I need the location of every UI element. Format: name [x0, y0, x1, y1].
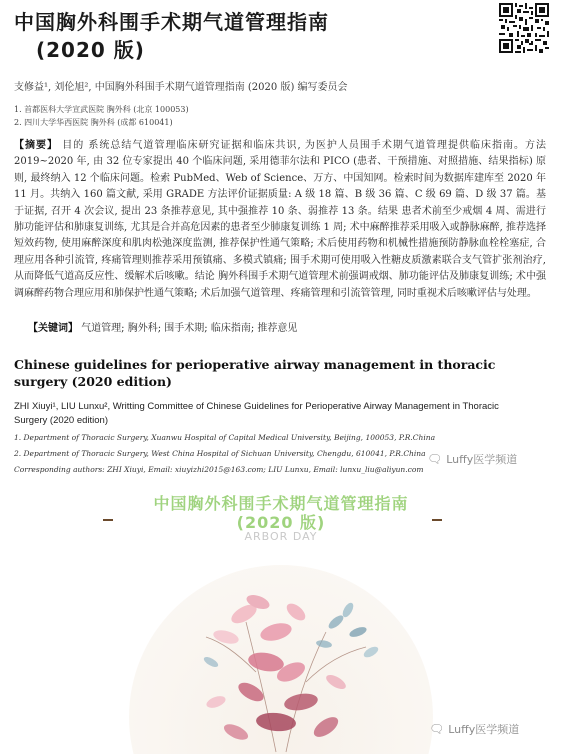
cn-title-line2: (2020 版) [36, 38, 145, 62]
author-line: 支修益¹, 刘伦旭², 中国胸外科围手术期气道管理指南 (2020 版) 编写委员会 [14, 82, 348, 93]
cn-title-line1: 中国胸外科围手术期气道管理指南 [14, 10, 329, 34]
banner-title-line2: (2020 版) [236, 513, 326, 532]
abstract [14, 138, 546, 302]
english-affiliation-2: 2. Department of Thoracic Surgery, West China Hospital of Sichuan University, Chengdu, 610041, P.R.China [14, 449, 426, 458]
english-title: Chinese guidelines for perioperative airway management in thoracic surgery (2020 edition) [14, 357, 496, 389]
abstract-text: 目的 系统总结气道管理临床研究证据和临床共识, 为医护人员围手术期气道管理提供临床指南。方法 2019~2020 年, 由 32 位专家提出 40 个临床问题, 采用德菲尔法和 PICO (患者、干预措施、对照措施、结果指标) 原则, 最终纳入 12 个临床问题。检索 PubMed、Web of Science、万方、中国知网。检索时间为数据库建库至 2020 年 11 月。共纳入 160 篇文献, 采用 GRADE 方法评价证据质量: A 级 18 篇、B 级 36 篇、C 级 69 篇、D 级 37 篇。基于证据, 召开 4 次会议, 提出 23 条推荐意见, 其中强推荐 10 条、弱推荐 13 条。结果 患者术前至少戒烟 4 周、需进行肺功能评估和肺康复训练, 尤其是合并高危因素的患者至少肺康复训练 1 周; 术中麻醉推荐采用吸入或静脉麻醉, 推荐选择短效药物, 使用麻醉深度和肌肉松弛深度监测, 推荐保护性通气策略; 术后使用药物和机械性措施预防静脉血栓栓塞症, 合理应用各种引流管, 疼痛管理则推荐采用预镇痛、多模式镇痛; 围手术期可使用吸入性糖皮质激素联合支气管扩张剂治疗, 从而降低气道高反应性、缓解术后咳嗽。结论 胸外科围手术期气道管理术前强调戒烟、肺功能评估及肺康复训练; 术中强调麻醉药物合理应用和肺保护性通气策略; 术后加强气道管理、疼痛管理和引流管管理, 同时重视术后咳嗽评估与处理。 [14, 140, 547, 299]
banner-subtitle: ARBOR DAY [244, 530, 318, 543]
wechat-icon: 🗨 [429, 722, 445, 736]
watermark-bottom-text: Luffy医学频道 [448, 723, 520, 736]
english-affiliation-1: 1. Department of Thoracic Surgery, Xuanwu Hospital of Capital Medical University, Beijing, 100053, P.R.China [14, 433, 436, 442]
corresponding-authors: Corresponding authors: ZHI Xiuyi, Email: xiuyizhi2015@163.com; LIU Lunxu, Email: lunxu_liu@aliyun.com [14, 465, 424, 474]
watermark-text: Luffy医学频道 [446, 453, 518, 466]
keywords [28, 319, 297, 334]
keywords-label: 【关键词】 [28, 323, 78, 334]
abstract-label: 【摘要】 [14, 140, 59, 151]
keywords-text: 气道管理; 胸外科; 围手术期; 临床指南; 推荐意见 [78, 323, 298, 334]
watermark-bottom [429, 721, 519, 737]
banner-title-line1: 中国胸外科围手术期气道管理指南 [153, 494, 409, 513]
affiliation-1: 1. 首都医科大学宣武医院 胸外科 (北京 100053) [14, 105, 189, 114]
qr-code-icon [499, 3, 549, 53]
watermark [427, 451, 517, 467]
english-authors: ZHI Xiuyi¹, LIU Lunxu², Writting Committee of Chinese Guidelines for Perioperative Airway Management in Thoracic Surgery (2020 edition) [14, 401, 499, 426]
affiliation-2: 2. 四川大学华西医院 胸外科 (成都 610041) [14, 118, 173, 127]
floral-illustration [126, 552, 436, 754]
wechat-icon: 🗨 [427, 452, 443, 466]
